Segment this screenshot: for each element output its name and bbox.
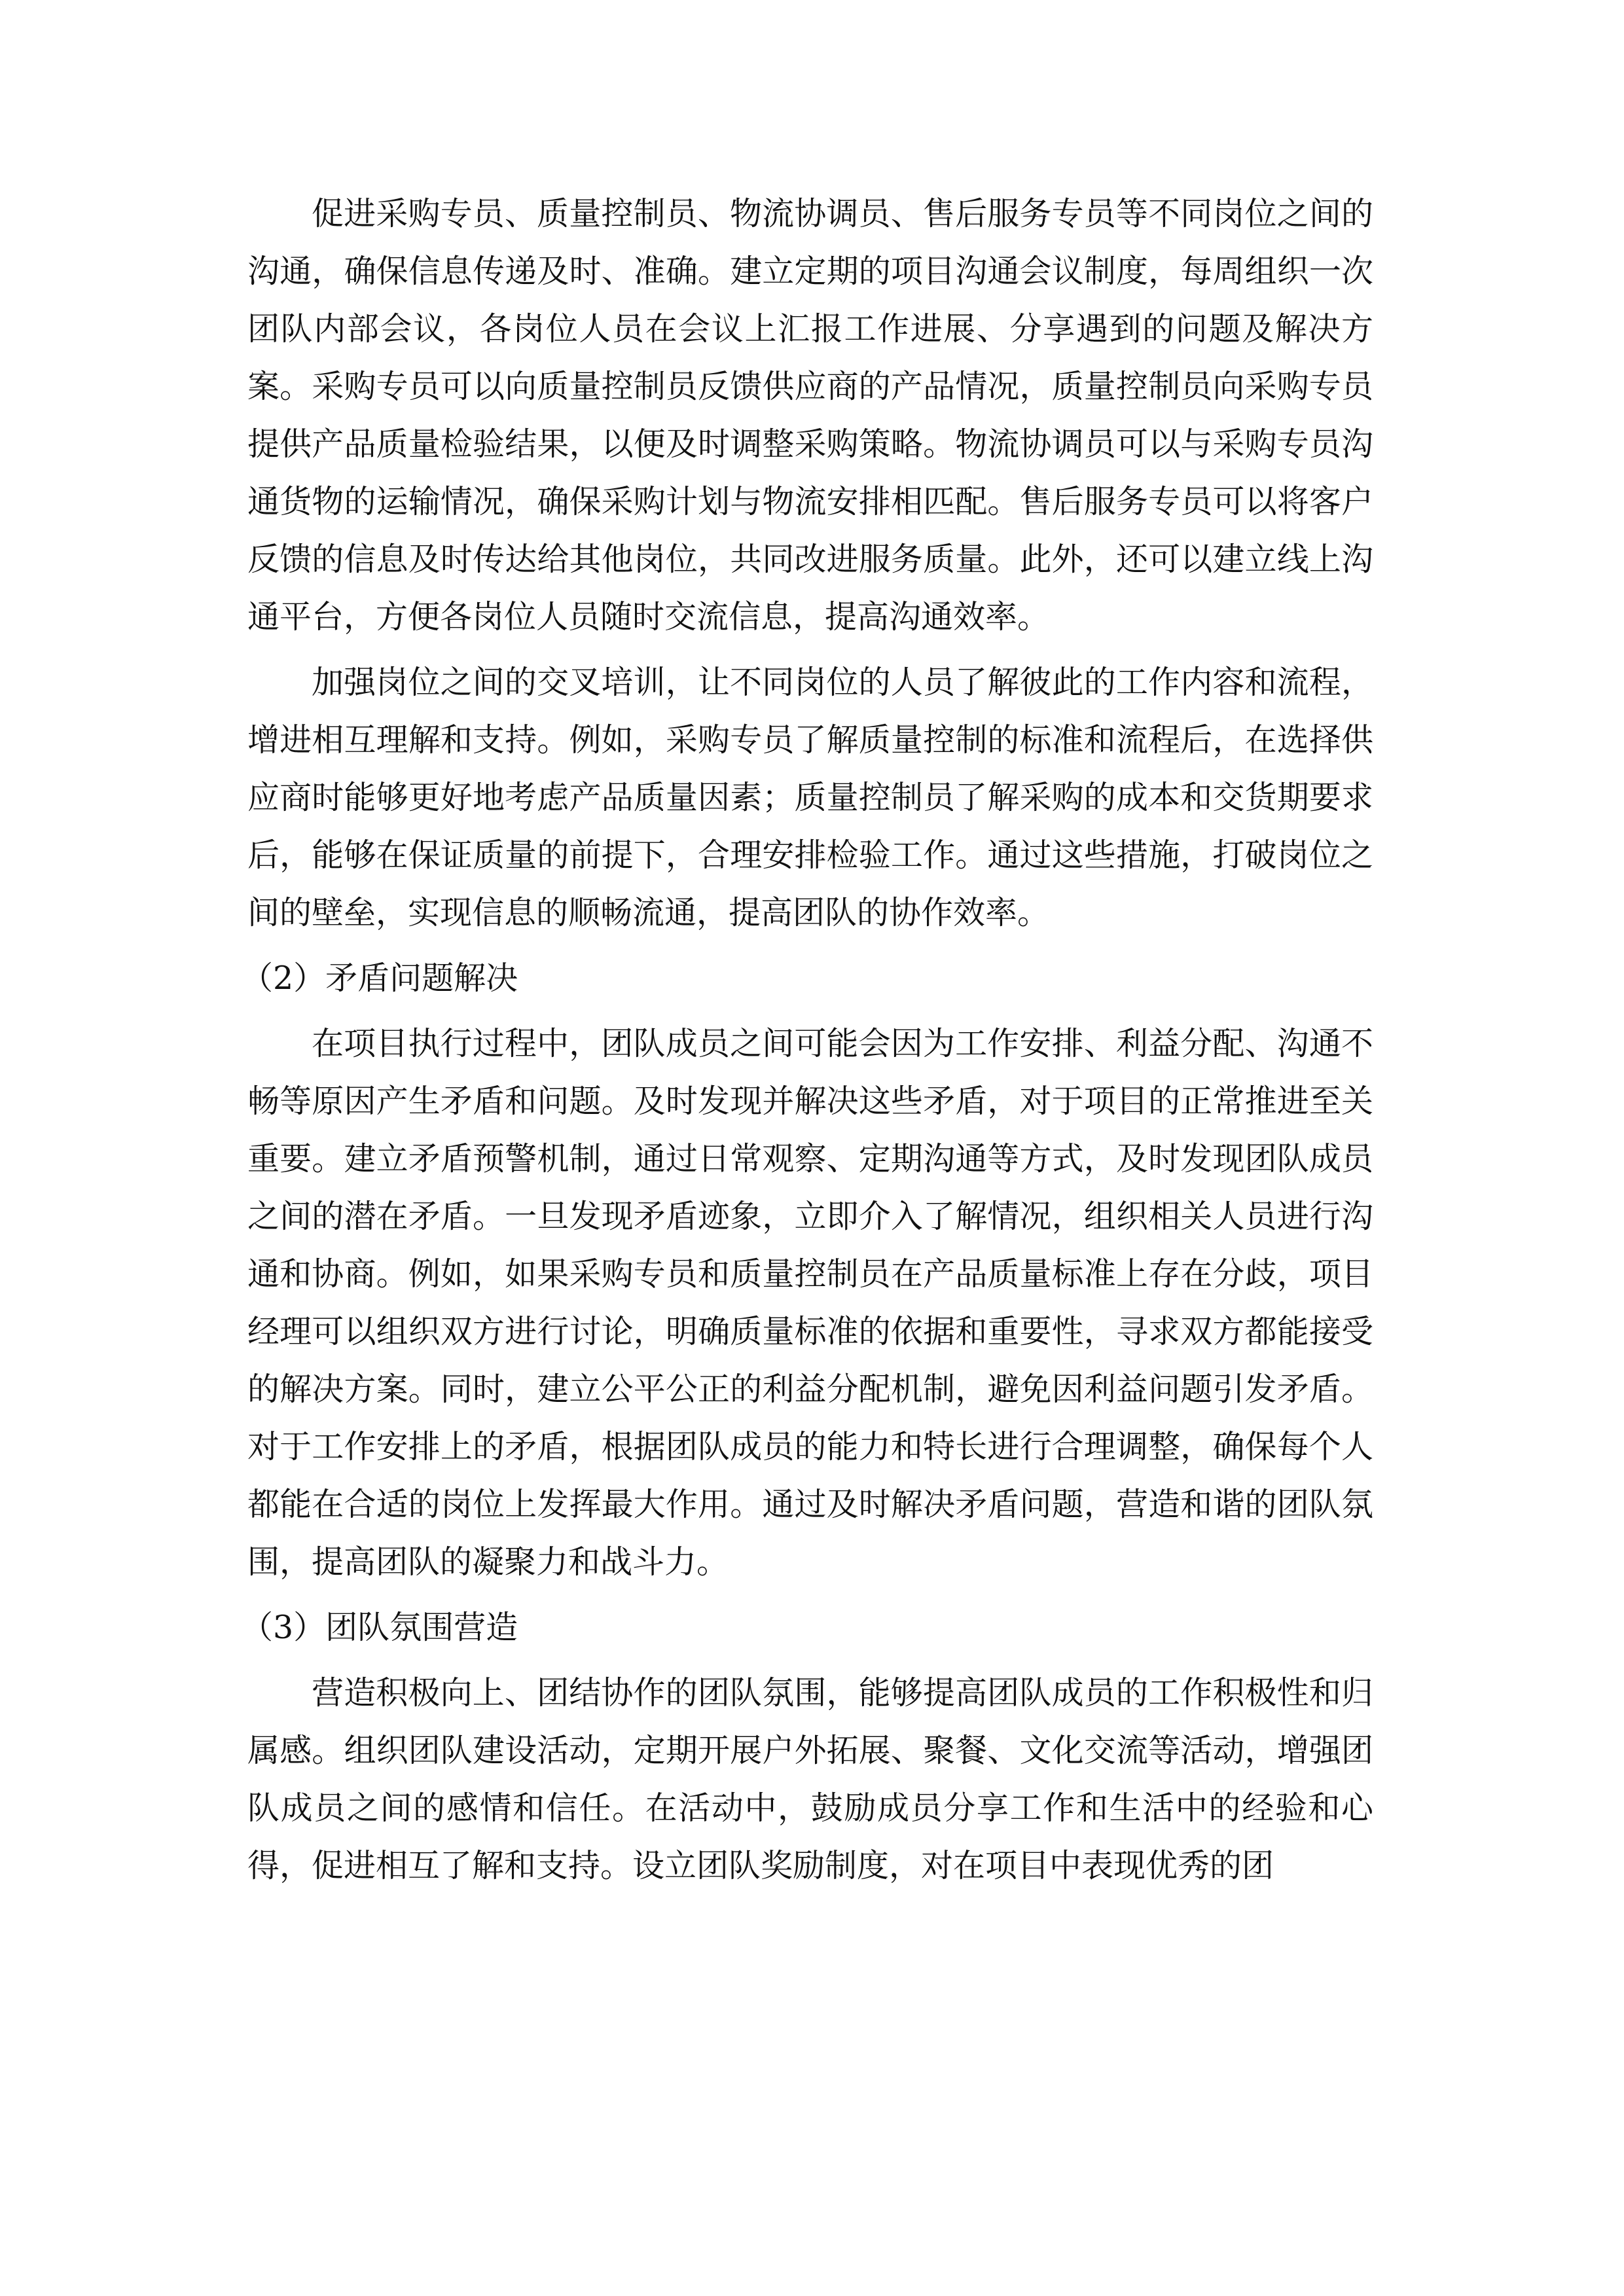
document-body: [241, 185, 1373, 1903]
paragraph-cross-training: 加强岗位之间的交叉培训，让不同岗位的人员了解彼此的工作内容和流程，增进相互理解和支持。例如，采购专员了解质量控制的标准和流程后，在选择供应商时能够更好地考虑产品质量因素；质量控制员了解采购的成本和交货期要求后，能够在保证质量的前提下，合理安排检验工作。通过这些措施，打破岗位之间的壁垒，实现信息的顺畅流通，提高团队的协作效率。: [247, 664, 1373, 931]
paragraph-conflict-resolution: 在项目执行过程中，团队成员之间可能会因为工作安排、利益分配、沟通不畅等原因产生矛盾和问题。及时发现并解决这些矛盾，对于项目的正常推进至关重要。建立矛盾预警机制，通过日常观察、定期沟通等方式，及时发现团队成员之间的潜在矛盾。一旦发现矛盾迹象，立即介入了解情况，组织相关人员进行沟通和协商。例如，如果采购专员和质量控制员在产品质量标准上存在分歧，项目经理可以组织双方进行讨论，明确质量标准的依据和重要性，寻求双方都能接受的解决方案。同时，建立公平公正的利益分配机制，避免因利益问题引发矛盾。对于工作安排上的矛盾，根据团队成员的能力和特长进行合理调整，确保每个人都能在合适的岗位上发挥最大作用。通过及时解决矛盾问题，营造和谐的团队氛围，提高团队的凝聚力和战斗力。: [247, 1025, 1373, 1581]
paragraph-team-atmosphere: 营造积极向上、团结协作的团队氛围，能够提高团队成员的工作积极性和归属感。组织团队建设活动，定期开展户外拓展、聚餐、文化交流等活动，增强团队成员之间的感情和信任。在活动中，鼓励成员分享工作和生活中的经验和心得，促进相互了解和支持。设立团队奖励制度，对在项目中表现优秀的团: [247, 1674, 1373, 1884]
section-heading-team-atmosphere: （3）团队氛围营造: [241, 1609, 518, 1646]
paragraph-communication: 促进采购专员、质量控制员、物流协调员、售后服务专员等不同岗位之间的沟通，确保信息传递及时、准确。建立定期的项目沟通会议制度，每周组织一次团队内部会议，各岗位人员在会议上汇报工作进展、分享遇到的问题及解决方案。采购专员可以向质量控制员反馈供应商的产品情况，质量控制员向采购专员提供产品质量检验结果，以便及时调整采购策略。物流协调员可以与采购专员沟通货物的运输情况，确保采购计划与物流安排相匹配。售后服务专员可以将客户反馈的信息及时传达给其他岗位，共同改进服务质量。此外，还可以建立线上沟通平台，方便各岗位人员随时交流信息，提高沟通效率。: [247, 195, 1373, 636]
section-heading-conflict-resolution: （2）矛盾问题解决: [241, 960, 518, 997]
